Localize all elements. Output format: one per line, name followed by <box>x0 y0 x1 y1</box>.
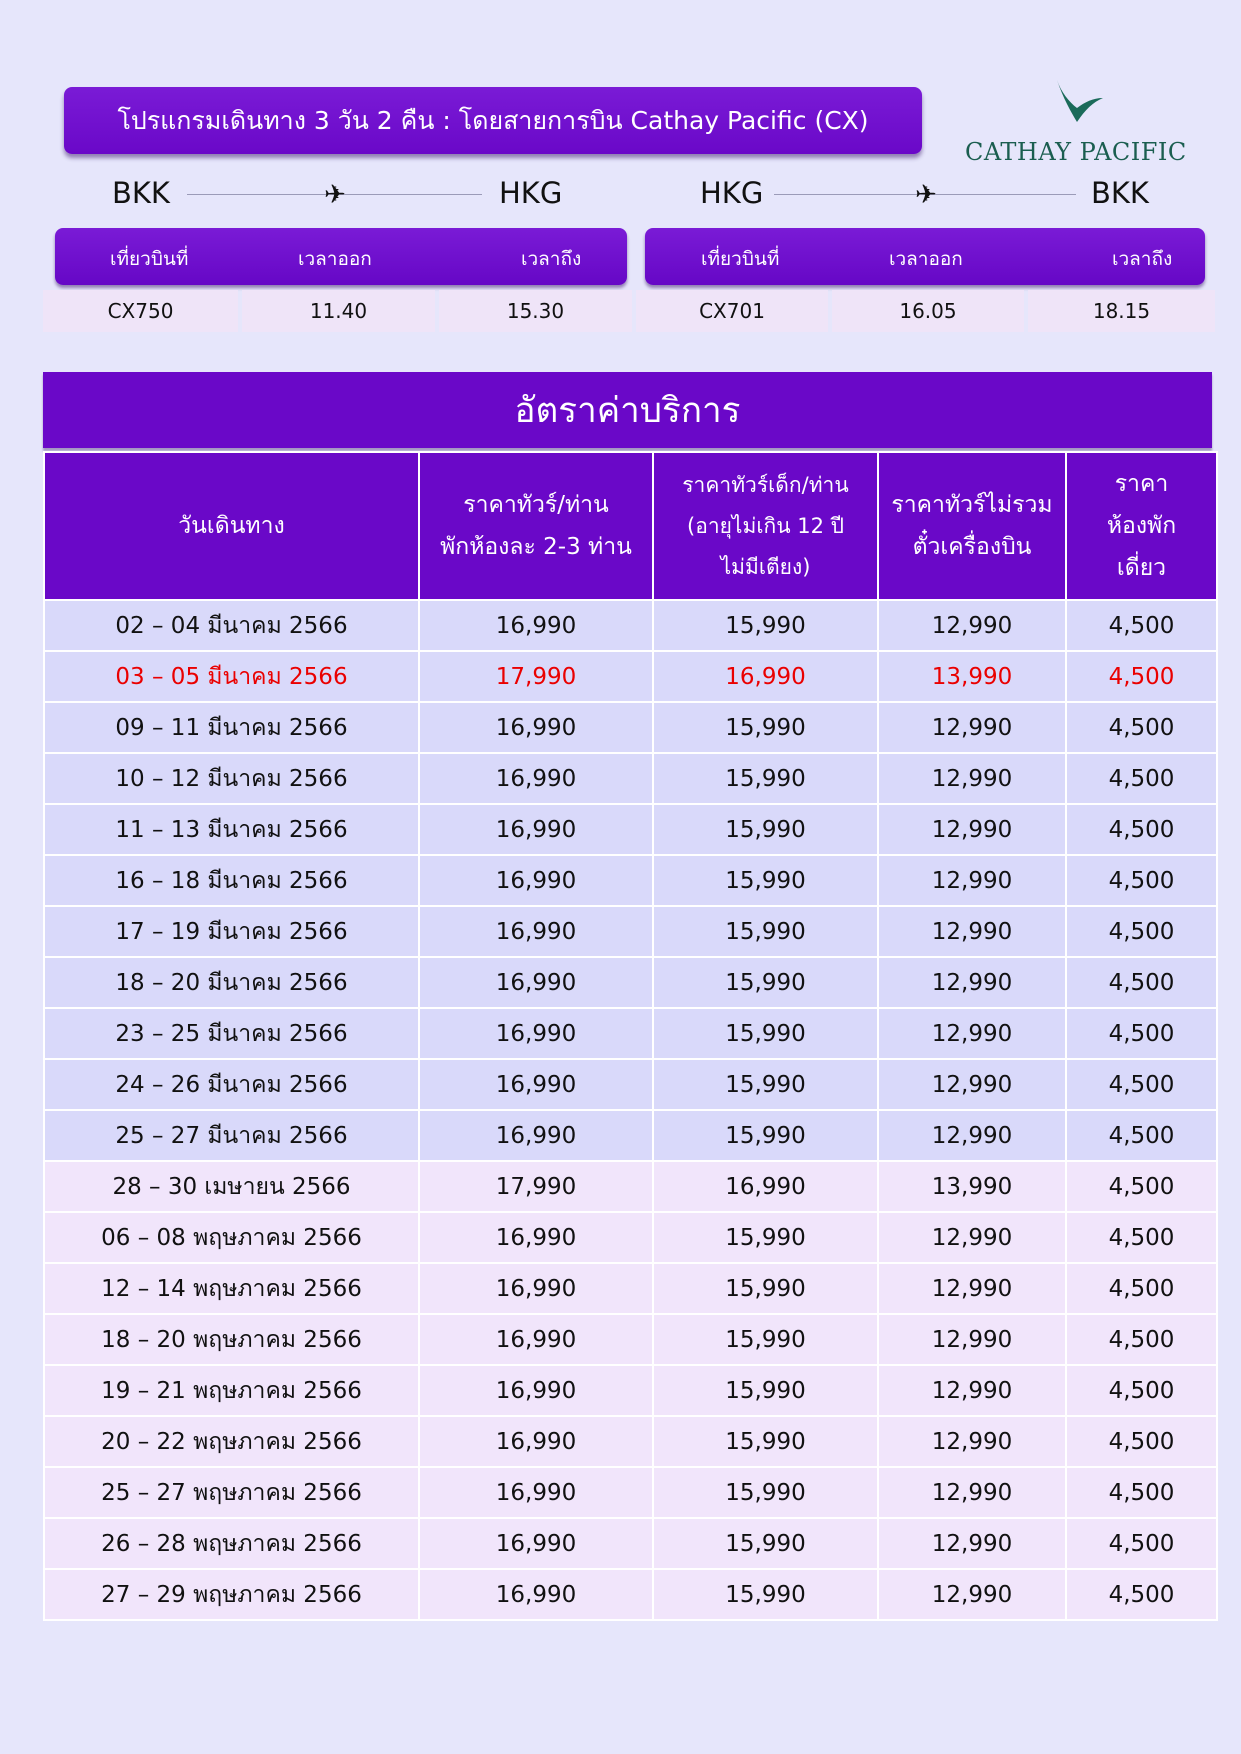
table-row <box>44 804 1217 855</box>
table-row <box>44 957 1217 1008</box>
single-room-price: 4,500 <box>1066 1365 1217 1416</box>
inbound-arrive-time: 18.15 <box>1028 290 1215 332</box>
child-price: 15,990 <box>653 1110 878 1161</box>
table-row <box>44 1008 1217 1059</box>
outbound-arrive-time: 15.30 <box>439 290 632 332</box>
adult-price: 16,990 <box>419 1110 653 1161</box>
child-price-column-header: ราคาทัวร์เด็ก/ท่าน (อายุไม่เกิน 12 ปี ไม่มีเตียง) <box>653 452 878 600</box>
no-air-price: 12,990 <box>878 804 1066 855</box>
child-price: 15,990 <box>653 1518 878 1569</box>
flight-number-header: เที่ยวบินที่ <box>110 248 189 270</box>
no-air-price: 12,990 <box>878 855 1066 906</box>
no-air-price: 12,990 <box>878 906 1066 957</box>
date-column-header: วันเดินทาง <box>44 452 419 600</box>
child-price: 15,990 <box>653 1263 878 1314</box>
travel-date: 25 – 27 พฤษภาคม 2566 <box>44 1467 419 1518</box>
travel-date: 17 – 19 มีนาคม 2566 <box>44 906 419 957</box>
single-room-price: 4,500 <box>1066 906 1217 957</box>
child-price: 15,990 <box>653 702 878 753</box>
travel-date: 24 – 26 มีนาคม 2566 <box>44 1059 419 1110</box>
table-row <box>44 1416 1217 1467</box>
adult-price: 16,990 <box>419 753 653 804</box>
travel-date: 28 – 30 เมษายน 2566 <box>44 1161 419 1212</box>
brushwing-icon <box>1047 78 1107 134</box>
table-row <box>44 1212 1217 1263</box>
travel-date: 09 – 11 มีนาคม 2566 <box>44 702 419 753</box>
travel-date: 10 – 12 มีนาคม 2566 <box>44 753 419 804</box>
outbound-route <box>112 172 572 216</box>
adult-price: 16,990 <box>419 1569 653 1620</box>
child-price: 15,990 <box>653 1008 878 1059</box>
single-room-price: 4,500 <box>1066 1008 1217 1059</box>
travel-date: 25 – 27 มีนาคม 2566 <box>44 1110 419 1161</box>
table-row <box>44 1518 1217 1569</box>
no-air-price: 12,990 <box>878 1263 1066 1314</box>
child-price: 15,990 <box>653 855 878 906</box>
travel-date: 06 – 08 พฤษภาคม 2566 <box>44 1212 419 1263</box>
single-room-column-header: ราคา ห้องพัก เดี่ยว <box>1066 452 1217 600</box>
single-room-price: 4,500 <box>1066 1569 1217 1620</box>
child-price: 15,990 <box>653 906 878 957</box>
single-room-price: 4,500 <box>1066 1263 1217 1314</box>
adult-price: 16,990 <box>419 855 653 906</box>
no-air-price: 12,990 <box>878 1314 1066 1365</box>
no-air-price: 12,990 <box>878 1569 1066 1620</box>
adult-price: 17,990 <box>419 1161 653 1212</box>
travel-date: 16 – 18 มีนาคม 2566 <box>44 855 419 906</box>
adult-price-column-header: ราคาทัวร์/ท่าน พักห้องละ 2-3 ท่าน <box>419 452 653 600</box>
single-room-price: 4,500 <box>1066 1212 1217 1263</box>
rates-title: อัตราค่าบริการ <box>514 390 741 431</box>
rates-header-row <box>44 452 1217 600</box>
adult-price: 16,990 <box>419 1467 653 1518</box>
adult-price: 16,990 <box>419 1008 653 1059</box>
adult-price: 16,990 <box>419 906 653 957</box>
table-row <box>44 1467 1217 1518</box>
child-price: 15,990 <box>653 1416 878 1467</box>
child-price: 15,990 <box>653 600 878 651</box>
inbound-origin: HKG <box>700 176 764 210</box>
single-room-price: 4,500 <box>1066 1059 1217 1110</box>
table-row <box>44 600 1217 651</box>
single-room-price: 4,500 <box>1066 1110 1217 1161</box>
child-price: 15,990 <box>653 957 878 1008</box>
adult-price: 16,990 <box>419 1416 653 1467</box>
child-price: 15,990 <box>653 1467 878 1518</box>
no-air-price: 12,990 <box>878 1008 1066 1059</box>
single-room-price: 4,500 <box>1066 702 1217 753</box>
table-row <box>44 1059 1217 1110</box>
flight-number-header: เที่ยวบินที่ <box>701 248 780 270</box>
travel-date: 18 – 20 พฤษภาคม 2566 <box>44 1314 419 1365</box>
arrive-time-header: เวลาถึง <box>521 248 582 270</box>
plane-icon: ✈ <box>324 180 346 210</box>
no-air-price: 12,990 <box>878 1110 1066 1161</box>
logo-wordmark: CATHAY PACIFIC <box>965 138 1187 166</box>
travel-date: 23 – 25 มีนาคม 2566 <box>44 1008 419 1059</box>
outbound-flight-number: CX750 <box>43 290 238 332</box>
child-price: 15,990 <box>653 1569 878 1620</box>
adult-price: 16,990 <box>419 1518 653 1569</box>
adult-price: 16,990 <box>419 957 653 1008</box>
no-air-price: 12,990 <box>878 1365 1066 1416</box>
single-room-price: 4,500 <box>1066 1416 1217 1467</box>
adult-price: 16,990 <box>419 1059 653 1110</box>
outbound-depart-time: 11.40 <box>242 290 435 332</box>
single-room-price: 4,500 <box>1066 1518 1217 1569</box>
single-room-price: 4,500 <box>1066 957 1217 1008</box>
no-air-price: 12,990 <box>878 702 1066 753</box>
travel-date: 02 – 04 มีนาคม 2566 <box>44 600 419 651</box>
depart-time-header: เวลาออก <box>298 248 372 270</box>
outbound-flight-header <box>55 228 627 285</box>
rates-title-bar <box>43 372 1212 448</box>
rates-table <box>43 451 1218 1621</box>
inbound-flight-number: CX701 <box>636 290 828 332</box>
table-row <box>44 702 1217 753</box>
travel-date: 12 – 14 พฤษภาคม 2566 <box>44 1263 419 1314</box>
inbound-destination: BKK <box>1091 176 1149 210</box>
table-row <box>44 906 1217 957</box>
travel-date: 20 – 22 พฤษภาคม 2566 <box>44 1416 419 1467</box>
single-room-price: 4,500 <box>1066 753 1217 804</box>
adult-price: 17,990 <box>419 651 653 702</box>
program-title: โปรแกรมเดินทาง 3 วัน 2 คืน : โดยสายการบิน Cathay Pacific (CX) <box>117 105 869 135</box>
table-row <box>44 1314 1217 1365</box>
no-air-price: 12,990 <box>878 600 1066 651</box>
child-price: 15,990 <box>653 804 878 855</box>
single-room-price: 4,500 <box>1066 600 1217 651</box>
plane-icon: ✈ <box>915 180 937 210</box>
single-room-price: 4,500 <box>1066 1161 1217 1212</box>
no-air-price: 12,990 <box>878 1212 1066 1263</box>
child-price: 15,990 <box>653 1314 878 1365</box>
no-air-price-column-header: ราคาทัวร์ไม่รวม ตั๋วเครื่องบิน <box>878 452 1066 600</box>
outbound-destination: HKG <box>499 176 563 210</box>
travel-date: 19 – 21 พฤษภาคม 2566 <box>44 1365 419 1416</box>
travel-date: 03 – 05 มีนาคม 2566 <box>44 651 419 702</box>
no-air-price: 13,990 <box>878 651 1066 702</box>
table-row <box>44 753 1217 804</box>
table-row <box>44 1569 1217 1620</box>
no-air-price: 12,990 <box>878 1416 1066 1467</box>
adult-price: 16,990 <box>419 1314 653 1365</box>
no-air-price: 12,990 <box>878 1518 1066 1569</box>
no-air-price: 12,990 <box>878 1059 1066 1110</box>
no-air-price: 13,990 <box>878 1161 1066 1212</box>
cathay-pacific-logo <box>955 78 1195 170</box>
travel-date: 26 – 28 พฤษภาคม 2566 <box>44 1518 419 1569</box>
adult-price: 16,990 <box>419 1263 653 1314</box>
adult-price: 16,990 <box>419 1365 653 1416</box>
single-room-price: 4,500 <box>1066 1314 1217 1365</box>
child-price: 16,990 <box>653 651 878 702</box>
table-row <box>44 855 1217 906</box>
table-row <box>44 1110 1217 1161</box>
table-row <box>44 651 1217 702</box>
adult-price: 16,990 <box>419 702 653 753</box>
adult-price: 16,990 <box>419 1212 653 1263</box>
depart-time-header: เวลาออก <box>889 248 963 270</box>
adult-price: 16,990 <box>419 804 653 855</box>
inbound-depart-time: 16.05 <box>832 290 1024 332</box>
single-room-price: 4,500 <box>1066 804 1217 855</box>
no-air-price: 12,990 <box>878 957 1066 1008</box>
child-price: 15,990 <box>653 1212 878 1263</box>
table-row <box>44 1365 1217 1416</box>
single-room-price: 4,500 <box>1066 1467 1217 1518</box>
arrive-time-header: เวลาถึง <box>1112 248 1173 270</box>
no-air-price: 12,990 <box>878 1467 1066 1518</box>
table-row <box>44 1263 1217 1314</box>
table-row <box>44 1161 1217 1212</box>
single-room-price: 4,500 <box>1066 651 1217 702</box>
travel-date: 11 – 13 มีนาคม 2566 <box>44 804 419 855</box>
child-price: 15,990 <box>653 753 878 804</box>
program-title-banner <box>64 87 922 154</box>
inbound-flight-header <box>645 228 1205 285</box>
child-price: 16,990 <box>653 1161 878 1212</box>
adult-price: 16,990 <box>419 600 653 651</box>
outbound-origin: BKK <box>112 176 170 210</box>
child-price: 15,990 <box>653 1365 878 1416</box>
child-price: 15,990 <box>653 1059 878 1110</box>
single-room-price: 4,500 <box>1066 855 1217 906</box>
travel-date: 18 – 20 มีนาคม 2566 <box>44 957 419 1008</box>
no-air-price: 12,990 <box>878 753 1066 804</box>
travel-date: 27 – 29 พฤษภาคม 2566 <box>44 1569 419 1620</box>
inbound-route <box>700 172 1160 216</box>
